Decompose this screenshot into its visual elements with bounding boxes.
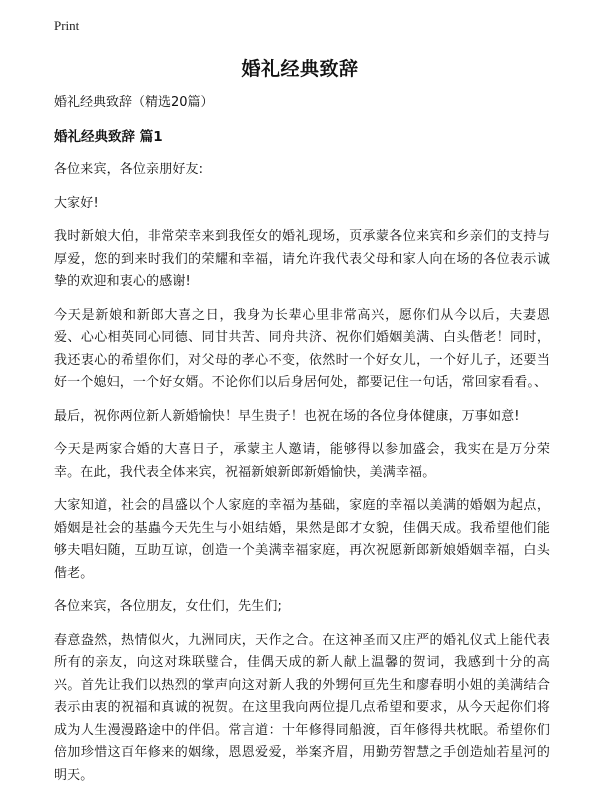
paragraph-greeting: 各位来宾，各位亲朋好友: [54,162,204,177]
page-title: 婚礼经典致辞 [241,58,359,80]
paragraph-spring: 春意盎然，热情似火，九洲同庆，天作之合。在这神圣而又庄严的婚礼仪式上能代表所有的亲友，向这对珠联璧合，佳偶天成的新人献上温馨的贺词，我感到十分的高兴。首先让我们以热烈的掌声向这对新人我的外甥何亘先生和廖春明小姐的美满结合表示由衷的祝福和真诚的祝贺。在这里我向两位提几点希望和要求，从今天起你们将成为人生漫漫路途中的伴侣。常言道：十年修得同船渡，百年修得共枕眠。希望你们倍加珍惜这百年修来的姻缘，恩恩爱爱，举案齐眉，用勤劳智慧之手创造灿若星河的明天。 [54,632,550,783]
paragraph-hello: 大家好! [54,195,99,211]
paragraph-welcome: 我时新娘大伯，非常荣幸来到我侄女的婚礼现场，页承蒙各位来宾和乡亲们的支持与厚爱，您的到来时我们的荣耀和幸福，请允许我代表父母和家人向在场的各位表示诚挚的欢迎和衷心的感谢! [54,229,550,289]
paragraph-address: 各位来宾，各位朋友，女仕们，先生们; [54,599,283,614]
section-heading: 婚礼经典致辞 篇1 [54,128,163,145]
article-body [54,92,550,798]
paragraph-society: 大家知道，社会的昌盛以个人家庭的幸福为基础，家庭的幸福以美满的婚姻为起点，婚姻是社会的基蟲今天先生与小姐结婚，果然是郎才女貌，佳偶天成。我希望他们能够夫唱妇随，互助互谅，创造一个美满幸福家庭，再次祝愿新郎新娘婚姻幸福，白头偕老。 [54,498,550,581]
paragraph-guest-speech: 今天是两家合婚的大喜日子，承蒙主人邀请，能够得以参加盛会，我实在是万分荣幸。在此，我代表全体来宾，祝福新娘新郎新婚愉快，美满幸福。 [54,442,550,480]
paragraph-closing-wish: 最后，祝你两位新人新婚愉快！早生贵子！也祝在场的各位身体健康，万事如意! [54,408,520,424]
article-subtitle: 婚礼经典致辞（精选20篇） [54,95,214,110]
paragraph-blessing: 今天是新娘和新郎大喜之日，我身为长辈心里非常高兴，愿你们从今以后，夫妻恩爱、心心相英同心同德、同甘共苦、同舟共济、祝你们婚姻美满、白头偕老！同时，我还衷心的希望你们，对父母的孝心不变，依然时一个好女儿，一个好儿子，还要当好一个媳妇，一个好女婿。不论你们以后身居何处，都要记住一句话，常回家看看。、 [54,307,550,390]
print-link[interactable]: Print [54,18,80,33]
